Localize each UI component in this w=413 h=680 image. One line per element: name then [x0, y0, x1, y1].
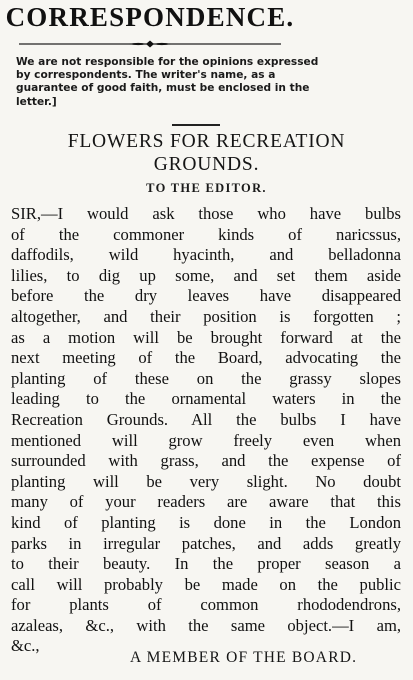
body-line: to their beauty. In the proper season a — [11, 554, 401, 574]
disclaimer-line: guarantee of good faith, must be enclosed in the — [16, 82, 310, 95]
body-line: kind of planting is done in the London — [11, 512, 401, 532]
body-line: call will probably be made on the public — [11, 574, 401, 594]
disclaimer-line: letter.] — [16, 95, 57, 108]
body-line: mentioned will grow freely even when — [11, 430, 401, 450]
body-line: many of your readers are aware that this — [11, 492, 401, 512]
body-line: &c., — [11, 636, 40, 656]
divider-rule — [172, 124, 220, 126]
body-line: parks in irregular patches, and adds greatly — [11, 533, 401, 553]
body-line: daffodils, wild hyacinth, and belladonna — [11, 245, 401, 265]
editorial-disclaimer — [16, 56, 392, 109]
body-line: next meeting of the Board, advocating the — [11, 348, 401, 368]
body-line: planting of these on the grassy slopes — [11, 368, 401, 388]
body-line: of the commoner kinds of naricssus, — [11, 224, 401, 244]
body-line: leading to the ornamental waters in the — [11, 389, 401, 409]
letter-body — [11, 204, 401, 657]
headline-line: FLOWERS FOR RECREATION — [67, 131, 346, 152]
disclaimer-line: by correspondents. The writer's name, as a — [16, 69, 276, 82]
letter-signature: A MEMBER OF THE BOARD. — [130, 649, 358, 666]
body-line: Recreation Grounds. All the bulbs I have — [11, 409, 401, 429]
body-line: before the dry leaves have disappeared — [11, 286, 401, 306]
disclaimer-line: We are not responsible for the opinions expressed — [16, 56, 319, 68]
body-line: as a motion will be brought forward at the — [11, 327, 401, 347]
letter-headline — [0, 130, 413, 176]
addressee-line: TO THE EDITOR. — [146, 181, 267, 195]
body-line: azaleas, &c., with the same object.—I am, — [11, 615, 401, 635]
body-line: lilies, to dig up some, and set them aside — [11, 265, 401, 285]
body-line: surrounded with grass, and the expense of — [11, 451, 401, 471]
body-line: SIR,—I would ask those who have bulbs — [11, 204, 401, 223]
body-line: planting will be very slight. No doubt — [11, 471, 401, 491]
body-line: for plants of common rhododendrons, — [11, 595, 401, 615]
body-line: altogether, and their position is forgotten ; — [11, 306, 401, 326]
headline-line: GROUNDS. — [153, 154, 260, 175]
ornamental-rule — [19, 40, 281, 48]
section-masthead: CORRESPONDENCE. — [5, 2, 295, 32]
